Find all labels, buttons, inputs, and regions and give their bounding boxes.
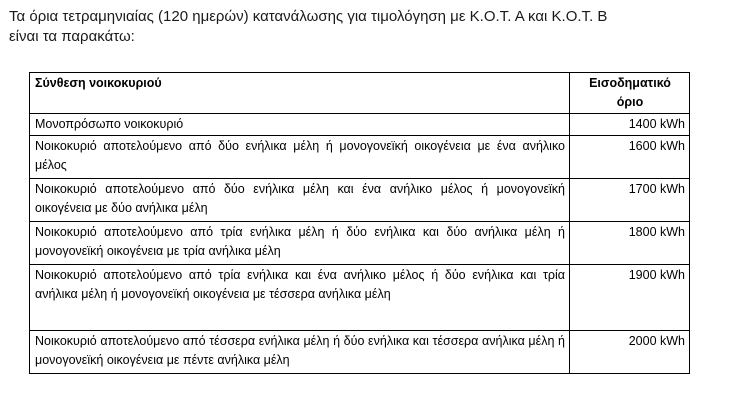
table-row xyxy=(30,136,690,179)
table-header-row xyxy=(30,73,690,114)
table-row xyxy=(30,179,690,222)
household-description: Νοικοκυριό αποτελούμενο από δύο ενήλικα μέλη ή μονογονεϊκή οικογένεια με ένα ανήλικο μέλος xyxy=(30,136,570,179)
header-household-composition: Σύνθεση νοικοκυριού xyxy=(30,73,570,114)
household-description: Νοικοκυριό αποτελούμενο από τέσσερα ενήλικα μέλη ή δύο ενήλικα και τέσσερα ανήλικα μέλη ή μονογονεϊκή οικογένεια με πέντε ανήλικα μέλη xyxy=(30,331,570,374)
kwh-limit: 1900 kWh xyxy=(570,265,690,331)
table-row xyxy=(30,265,690,331)
household-description: Μονοπρόσωπο νοικοκυριό xyxy=(30,114,570,136)
intro-line-1: Τα όρια τετραμηνιαίας (120 ημερών) κατανάλωσης για τιμολόγηση με Κ.Ο.Τ. Α και Κ.Ο.Τ. Β xyxy=(9,8,608,25)
header-income-limit-line-1: Εισοδηματικό xyxy=(589,76,671,90)
table-row xyxy=(30,222,690,265)
kwh-limit: 1400 kWh xyxy=(570,114,690,136)
kwh-limit: 1700 kWh xyxy=(570,179,690,222)
intro-line-2: είναι τα παρακάτω: xyxy=(9,28,135,45)
consumption-limits-table xyxy=(29,72,690,374)
kwh-limit: 1600 kWh xyxy=(570,136,690,179)
intro-paragraph xyxy=(9,7,709,47)
household-description: Νοικοκυριό αποτελούμενο από δύο ενήλικα μέλη και ένα ανήλικο μέλος ή μονογονεϊκή οικογένεια με δύο ανήλικα μέλη xyxy=(30,179,570,222)
table-row xyxy=(30,114,690,136)
table-row xyxy=(30,331,690,374)
header-income-limit xyxy=(570,73,690,114)
household-description: Νοικοκυριό αποτελούμενο από τρία ενήλικα μέλη ή δύο ενήλικα και δύο ανήλικα μέλη ή μονογονεϊκή οικογένεια με τρία ανήλικα μέλη xyxy=(30,222,570,265)
header-income-limit-line-2: όριο xyxy=(616,95,644,109)
kwh-limit: 1800 kWh xyxy=(570,222,690,265)
kwh-limit: 2000 kWh xyxy=(570,331,690,374)
household-description: Νοικοκυριό αποτελούμενο από τρία ενήλικα και ένα ανήλικο μέλος ή δύο ενήλικα και τρία ανήλικα μέλη ή μονογονεϊκή οικογένεια με τέσσερα ανήλικα μέλη xyxy=(30,265,570,331)
